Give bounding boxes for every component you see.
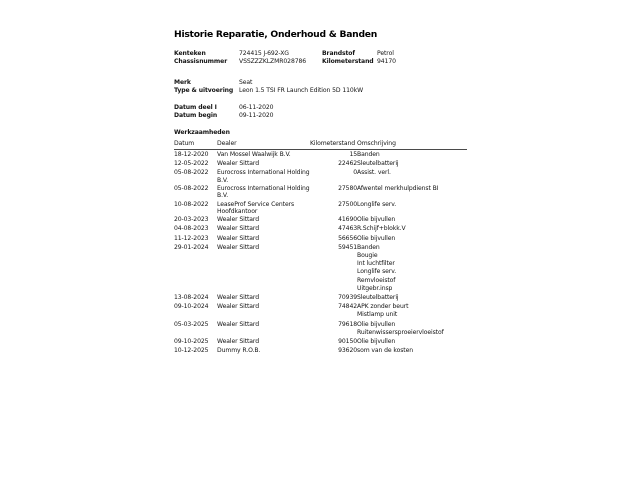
table-row: [174, 150, 467, 160]
table-row: [174, 234, 467, 243]
omschrijving-line: Int luchtfilter: [357, 260, 395, 268]
row-datum: 04-08-2023: [174, 225, 209, 233]
row-datum: 11-12-2023: [174, 234, 209, 242]
table-row: [174, 346, 467, 355]
omschrijving-line: Banden: [357, 151, 380, 158]
table-row: [174, 320, 467, 337]
row-omschrijving: [357, 234, 467, 243]
header-datum: Datum: [174, 140, 217, 150]
table-body: [174, 150, 467, 356]
merk-value: Seat: [239, 79, 253, 86]
datum-deel-label: Datum deel I: [174, 104, 217, 111]
table-row: [174, 337, 467, 346]
datum-begin-label: Datum begin: [174, 112, 218, 119]
row-dealer: Van Mossel Waalwijk B.V.: [217, 151, 291, 158]
row-omschrijving: [357, 150, 467, 160]
row-kilometerstand: 47463: [338, 225, 357, 233]
row-kilometerstand: 93620: [338, 347, 357, 355]
row-datum: 12-05-2022: [174, 160, 209, 168]
row-datum: 13-08-2024: [174, 294, 209, 302]
werkzaamheden-section-title: Werkzaamheden: [174, 129, 230, 136]
row-kilometerstand: 56656: [338, 234, 357, 242]
omschrijving-line: Longlife serv.: [357, 268, 397, 276]
header-kilometerstand: Kilometerstand: [310, 140, 357, 150]
kenteken-value: 724415 J-692-XG: [239, 50, 289, 57]
table-row: [174, 224, 467, 233]
table-row: [174, 184, 467, 200]
info-row: [174, 50, 474, 58]
table-row: [174, 302, 467, 319]
row-datum: 10-12-2025: [174, 347, 209, 355]
header-dealer: Dealer: [217, 140, 310, 150]
row-dealer: Wealer Sittard: [217, 160, 259, 168]
row-dealer: Wealer Sittard: [217, 338, 259, 346]
row-datum: 09-10-2025: [174, 338, 209, 346]
datum-deel-value: 06-11-2020: [239, 104, 274, 111]
omschrijving-line: som van de kosten: [357, 347, 413, 355]
type-uitvoering-label: Type & uitvoering: [174, 87, 234, 94]
row-dealer: Eurocross International Holding B.V.: [217, 185, 310, 200]
omschrijving-line: Ruitenwissersproeiervloeistof: [357, 328, 444, 336]
row-dealer: Wealer Sittard: [217, 225, 259, 233]
row-omschrijving: [357, 337, 467, 346]
omschrijving-line: Olie bijvullen: [357, 338, 396, 346]
row-dealer: Dummy R.O.B.: [217, 347, 261, 355]
row-omschrijving: [357, 200, 467, 216]
row-kilometerstand: 41690: [338, 216, 357, 224]
omschrijving-line: Sleutelbatterij: [357, 160, 399, 168]
row-kilometerstand: 27500: [338, 200, 357, 208]
row-omschrijving: [357, 320, 467, 337]
row-omschrijving: [357, 293, 467, 302]
omschrijving-line: Remvloeistof: [357, 276, 396, 284]
row-datum: 18-12-2020: [174, 151, 209, 158]
chassisnummer-label: Chassisnummer: [174, 58, 228, 65]
row-datum: 05-08-2022: [174, 185, 209, 192]
table-header-row: [174, 140, 467, 150]
omschrijving-line: Olie bijvullen: [357, 320, 396, 328]
table-row: [174, 243, 467, 293]
row-kilometerstand: 22462: [338, 160, 357, 168]
row-kilometerstand: 15: [349, 151, 357, 158]
omschrijving-line: Mistlamp unit: [357, 311, 398, 319]
omschrijving-line: R.Schijf+blokk.V: [357, 225, 406, 233]
row-omschrijving: [357, 346, 467, 355]
row-omschrijving: [357, 302, 467, 319]
table-row: [174, 159, 467, 168]
omschrijving-line: Sleutelbatterij: [357, 294, 399, 302]
row-kilometerstand: 59451: [338, 243, 357, 251]
omschrijving-line: Afwentel merkhulpdienst BI: [357, 185, 439, 192]
row-omschrijving: [357, 243, 467, 293]
omschrijving-line: APK zonder beurt: [357, 303, 409, 311]
vehicle-info-block-3: [174, 104, 474, 120]
info-row: [174, 104, 474, 112]
row-omschrijving: [357, 159, 467, 168]
table-row: [174, 168, 467, 184]
table-row: [174, 200, 467, 216]
omschrijving-line: Longlife serv.: [357, 200, 397, 208]
page-title: Historie Reparatie, Onderhoud & Banden: [174, 29, 378, 40]
row-kilometerstand: 74842: [338, 303, 357, 311]
merk-label: Merk: [174, 79, 191, 86]
row-datum: 10-08-2022: [174, 200, 209, 208]
row-kilometerstand: 70939: [338, 294, 357, 302]
omschrijving-line: Olie bijvullen: [357, 216, 396, 224]
row-dealer: Eurocross International Holding B.V.: [217, 169, 310, 184]
row-datum: 09-10-2024: [174, 303, 209, 311]
omschrijving-line: Banden: [357, 243, 380, 251]
row-dealer: LeaseProf Service Centers Hoofdkantoor: [217, 200, 295, 215]
chassisnummer-value: VSSZZZKLZMR028786: [239, 58, 307, 65]
row-dealer: Wealer Sittard: [217, 294, 259, 302]
row-dealer: Wealer Sittard: [217, 243, 259, 251]
table-row: [174, 293, 467, 302]
info-row: [174, 87, 474, 95]
row-dealer: Wealer Sittard: [217, 234, 259, 242]
row-omschrijving: [357, 215, 467, 224]
row-dealer: Wealer Sittard: [217, 216, 259, 224]
info-row: [174, 58, 474, 66]
row-kilometerstand: 79618: [338, 320, 357, 328]
row-kilometerstand: 27580: [338, 185, 357, 192]
kenteken-label: Kenteken: [174, 50, 206, 57]
document-content: [174, 29, 474, 355]
row-datum: 05-08-2022: [174, 169, 209, 177]
row-datum: 20-03-2023: [174, 216, 209, 224]
row-kilometerstand: 0: [353, 169, 357, 177]
header-omschrijving: Omschrijving: [357, 140, 467, 150]
brandstof-label: Brandstof: [322, 50, 355, 57]
info-row: [174, 112, 474, 120]
row-kilometerstand: 90150: [338, 338, 357, 346]
row-omschrijving: [357, 224, 467, 233]
info-row: [174, 79, 474, 87]
brandstof-value: Petrol: [377, 50, 394, 57]
vehicle-info-block-2: [174, 79, 474, 95]
row-omschrijving: [357, 168, 467, 184]
werkzaamheden-table: [174, 140, 467, 355]
omschrijving-line: Uitgebr.insp: [357, 284, 393, 292]
kilometerstand-label: Kilometerstand: [322, 58, 374, 65]
row-datum: 29-01-2024: [174, 243, 209, 251]
type-uitvoering-value: Leon 1.5 TSI FR Launch Edition 5D 110kW: [239, 87, 364, 94]
omschrijving-line: Olie bijvullen: [357, 234, 396, 242]
omschrijving-line: Assist. verl.: [357, 169, 391, 177]
row-omschrijving: [357, 184, 467, 200]
row-datum: 05-03-2025: [174, 320, 209, 328]
datum-begin-value: 09-11-2020: [239, 112, 274, 119]
omschrijving-line: Bougie: [357, 252, 378, 259]
vehicle-info-block-1: [174, 50, 474, 66]
row-dealer: Wealer Sittard: [217, 303, 259, 311]
table-row: [174, 215, 467, 224]
row-dealer: Wealer Sittard: [217, 320, 259, 328]
kilometerstand-value: 94170: [377, 58, 396, 65]
